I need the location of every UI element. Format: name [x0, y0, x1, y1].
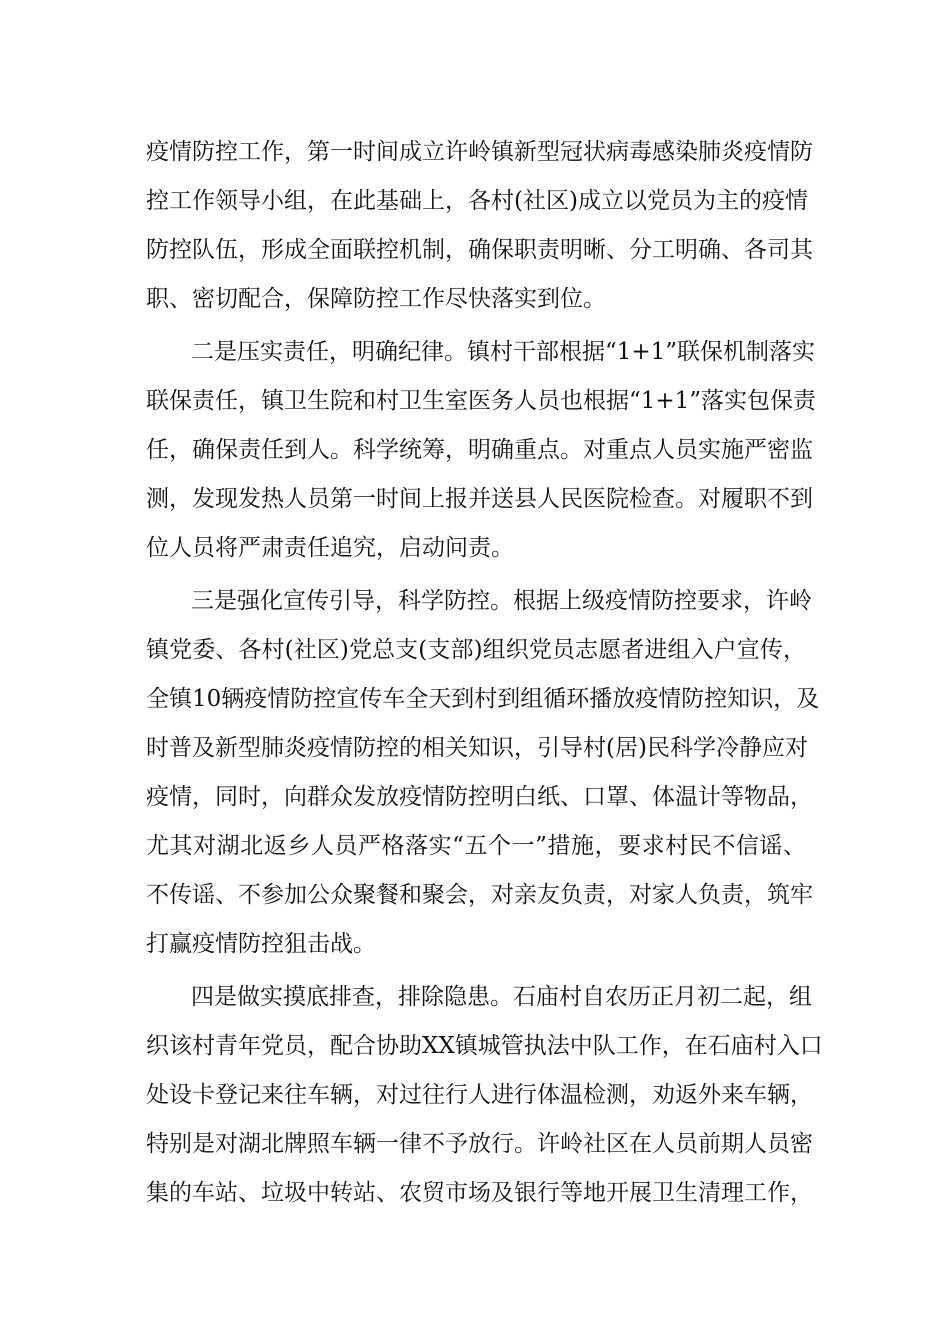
- text-line-11: 镇党委、各村(社区)党总支(支部)组织党员志愿者进组入户宣传，: [146, 637, 806, 663]
- text-line-2: 控工作领导小组，在此基础上，各村(社区)成立以党员为主的疫情: [146, 188, 808, 214]
- text-line-13: 时普及新型肺炎疫情防控的相关知识，引导村(居)民科学冷静应对: [146, 735, 808, 761]
- text-line-21: 特别是对湖北牌照车辆一律不予放行。许岭社区在人员前期人员密: [146, 1131, 813, 1157]
- paragraph-4-line-1: 四是做实摸底排查，排除隐患。石庙村自农历正月初二起，组: [191, 984, 812, 1010]
- text-line-7: 任，确保责任到人。科学统筹，明确重点。对重点人员实施严密监: [146, 437, 813, 463]
- text-line-9: 位人员将严肃责任追究，启动问责。: [146, 535, 514, 561]
- text-line-1: 疫情防控工作，第一时间成立许岭镇新型冠状病毒感染肺炎疫情防: [146, 139, 813, 165]
- text-line-16: 不传谣、不参加公众聚餐和聚会，对亲友负责，对家人负责，筑牢: [146, 882, 813, 908]
- text-line-17: 打赢疫情防控狙击战。: [146, 931, 376, 957]
- text-line-20: 处设卡登记来往车辆，对过往行人进行体温检测，劝返外来车辆，: [146, 1082, 813, 1108]
- paragraph-2-line-1: 二是压实责任，明确纪律。镇村干部根据“1+1”联保机制落实: [191, 339, 816, 365]
- paragraph-3-line-1: 三是强化宣传引导，科学防控。根据上级疫情防控要求，许岭: [191, 588, 812, 614]
- text-line-14: 疫情，同时，向群众发放疫情防控明白纸、口罩、体温计等物品，: [146, 784, 813, 810]
- text-line-15: 尤其对湖北返乡人员严格落实“五个一”措施，要求村民不信谣、: [146, 833, 806, 859]
- text-line-22: 集的车站、垃圾中转站、农贸市场及银行等地开展卫生清理工作，: [146, 1180, 813, 1206]
- text-line-12: 全镇10辆疫情防控宣传车全天到村到组循环播放疫情防控知识，及: [146, 686, 820, 712]
- text-line-8: 测，发现发热人员第一时间上报并送县人民医院检查。对履职不到: [146, 486, 813, 512]
- text-line-6: 联保责任，镇卫生院和村卫生室医务人员也根据“1+1”落实包保责: [146, 388, 817, 414]
- text-line-19: 织该村青年党员，配合协助XX镇城管执法中队工作，在石庙村入口: [146, 1033, 823, 1059]
- text-line-4: 职、密切配合，保障防控工作尽快落实到位。: [146, 286, 606, 312]
- text-line-3: 防控队伍，形成全面联控机制，确保职责明晰、分工明确、各司其: [146, 237, 813, 263]
